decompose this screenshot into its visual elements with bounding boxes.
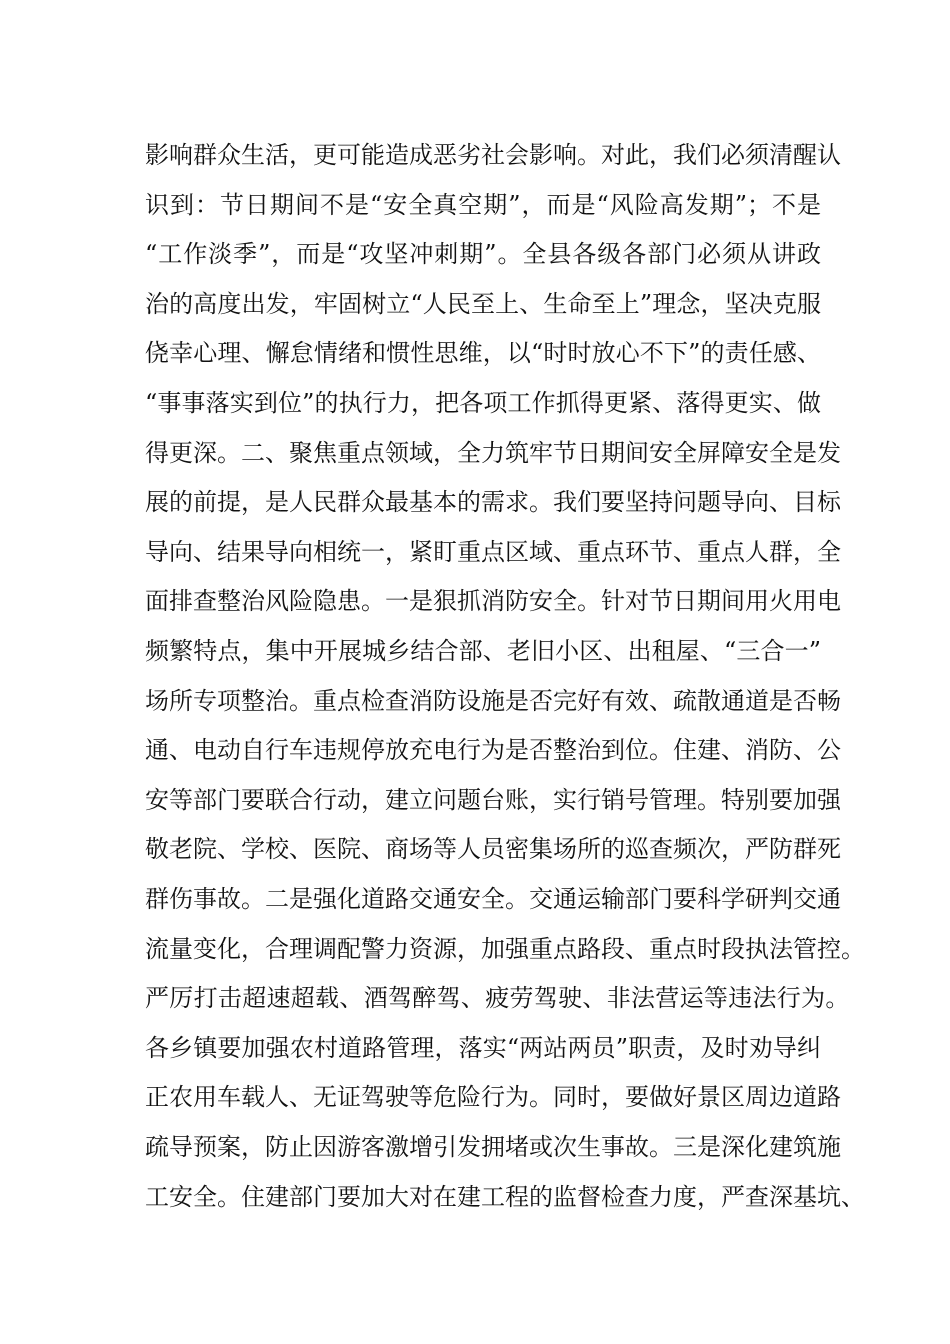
paragraph-line: 频繁特点，集中开展城乡结合部、老旧小区、出租屋、“三合一” [145,637,821,665]
paragraph-line: 场所专项整治。重点检查消防设施是否完好有效、疏散通道是否畅 [145,686,841,715]
paragraph-line: 面排查整治风险隐患。一是狠抓消防安全。针对节日期间用火用电 [145,587,841,616]
paragraph-line: 影响群众生活，更可能造成恶劣社会影响。对此，我们必须清醒认 [145,141,841,169]
paragraph-line: 侥幸心理、懈怠情绪和惯性思维，以“时时放心不下”的责任感、 [145,339,821,368]
paragraph-line: “事事落实到位”的执行力，把各项工作抓得更紧、落得更实、做 [145,389,821,417]
paragraph-line: 疏导预案，防止因游客激增引发拥堵或次生事故。三是深化建筑施 [145,1133,841,1161]
paragraph-line: 工安全。住建部门要加大对在建工程的监督检查力度，严查深基坑、 [145,1182,865,1211]
paragraph-line: 严厉打击超速超载、酒驾醉驾、疲劳驾驶、非法营运等违法行为。 [145,984,850,1013]
paragraph-line: 正农用车载人、无证驾驶等危险行为。同时，要做好景区周边道路 [145,1083,841,1112]
paragraph-line: 安等部门要联合行动，建立问题台账，实行销号管理。特别要加强 [145,785,841,814]
paragraph-line: 展的前提，是人民群众最基本的需求。我们要坚持问题导向、目标 [145,488,841,517]
paragraph-line: “工作淡季”，而是“攻坚冲刺期”。全县各级各部门必须从讲政 [145,240,821,269]
paragraph-line: 各乡镇要加强农村道路管理，落实“两站两员”职责，及时劝导纠 [145,1033,821,1062]
paragraph-line: 群伤事故。二是强化道路交通安全。交通运输部门要科学研判交通 [145,885,841,913]
paragraph-line: 流量变化，合理调配警力资源，加强重点路段、重点时段执法管控。 [145,934,865,963]
paragraph-line: 识到：节日期间不是“安全真空期”，而是“风险高发期”；不是 [145,190,821,219]
paragraph-line: 敬老院、学校、医院、商场等人员密集场所的巡查频次，严防群死 [145,835,841,864]
paragraph-line: 通、电动自行车违规停放充电行为是否整治到位。住建、消防、公 [145,736,841,765]
paragraph-line: 导向、结果导向相统一，紧盯重点区域、重点环节、重点人群，全 [145,537,841,566]
paragraph-line: 治的高度出发，牢固树立“人民至上、生命至上”理念，坚决克服 [145,289,821,318]
paragraph-line: 得更深。二、聚焦重点领域，全力筑牢节日期间安全屏障安全是发 [145,438,841,467]
